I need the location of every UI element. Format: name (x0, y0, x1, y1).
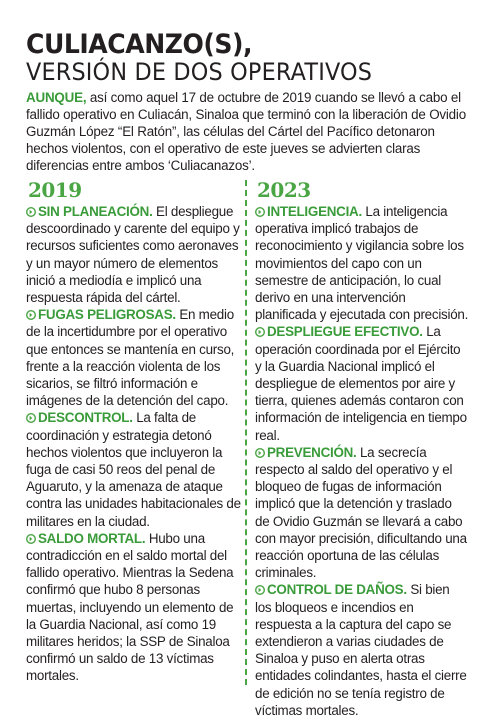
arrow-bullet-icon (255, 327, 265, 337)
column-2023 (255, 178, 469, 719)
item-heading: PREVENCIÓN. (267, 444, 357, 460)
item-heading: DESCONTROL. (38, 410, 133, 426)
intro-lead: AUNQUE, (26, 90, 87, 105)
list-item (26, 306, 242, 409)
item-heading: SALDO MORTAL. (38, 530, 146, 546)
year-heading: 2019 (28, 178, 82, 202)
item-text: La secrecía respecto al saldo del operativo y el bloqueo de fugas de información implicó que la detención y traslado de Ovidio Guzmán se llevará a cabo con mayor precisión, dificultando una reacción oportuna de las células criminales. (255, 444, 467, 581)
arrow-bullet-icon (26, 534, 36, 544)
item-text: Hubo una contradicción en el saldo mortal del fallido operativo. Mientras la Sedena confirmó que hubo 8 personas muertas, incluyendo un elemento de la Guardia Nacional, así como 19 militares heridos; la SSP de Sinaloa confirmó un saldo de 13 víctimas mortales. (26, 530, 234, 684)
list-item (255, 581, 469, 719)
item-text: Si bien los bloqueos e incendios en respuesta a la captura del capo se extendieron a varias ciudades de Sinaloa y puso en alerta otras entidades colindantes, hasta el cierre de edición no se tenía registro de víctimas mortales. (255, 582, 467, 718)
list-item (255, 444, 469, 582)
intro-text: así como aquel 17 de octubre de 2019 cuando se llevó a cabo el fallido operativo en Culiacán, Sinaloa que terminó con la liberación de Ovidio Guzmán López “El Ratón”, las células del Cártel del Pacífico detonaron hechos violentos, con el operativo de este jueves se advierten claras diferencias entre ambos ‘Culiacanazos’. (26, 90, 466, 173)
item-heading: DESPLIEGUE EFECTIVO. (267, 324, 423, 340)
list-item (255, 323, 469, 443)
arrow-bullet-icon (26, 310, 36, 320)
column-2019 (26, 178, 242, 685)
item-text: La operación coordinada por el Ejército y la Guardia Nacional implicó el despliegue de elementos por aire y tierra, quienes además contaron con información de inteligencia en tiempo real. (255, 324, 467, 443)
list-item (255, 203, 469, 323)
item-heading: INTELIGENCIA. (267, 204, 362, 219)
headline-subtitle: VERSIÓN DE DOS OPERATIVOS (26, 58, 373, 86)
item-text: El despliegue descoordinado y carente del equipo y recursos suficientes como aeronaves y un mayor número de elementos inició a mediodía e implicó una respuesta rápida del cártel. (26, 204, 240, 306)
item-text: La falta de coordinación y estrategia detonó hechos violentos que incluyeron la fuga de casi 50 reos del penal de Aguaruto, y la amenaza de ataque contra las unidades habitacionales de militares en la ciudad. (26, 410, 241, 529)
comparison-columns (26, 178, 469, 718)
item-heading: FUGAS PELIGROSAS. (38, 307, 176, 323)
column-divider (245, 180, 247, 685)
item-heading: SIN PLANEACIÓN. (38, 204, 153, 219)
arrow-bullet-icon (26, 207, 36, 217)
item-text: La inteligencia operativa implicó trabajos de reconocimiento y vigilancia sobre los movimientos del capo con un semestre de anticipación, lo cual derivo en una intervención planificada y ejecutada con precisión. (255, 204, 469, 323)
list-item (26, 409, 242, 529)
arrow-bullet-icon (26, 413, 36, 423)
list-item (26, 530, 242, 685)
intro-paragraph (26, 89, 469, 174)
arrow-bullet-icon (255, 448, 265, 458)
item-heading: CONTROL DE DAÑOS. (267, 582, 407, 598)
list-item (26, 203, 242, 306)
arrow-bullet-icon (255, 585, 265, 595)
headline-title: CULIACANZO(S), (26, 29, 253, 60)
year-heading: 2023 (257, 178, 311, 202)
item-text: En medio de la incertidumbre por el operativo que entonces se mantenía en curso, frente a la reacción violenta de los sicarios, se filtró información e imágenes de la detención del capo. (26, 307, 235, 409)
arrow-bullet-icon (255, 207, 265, 217)
